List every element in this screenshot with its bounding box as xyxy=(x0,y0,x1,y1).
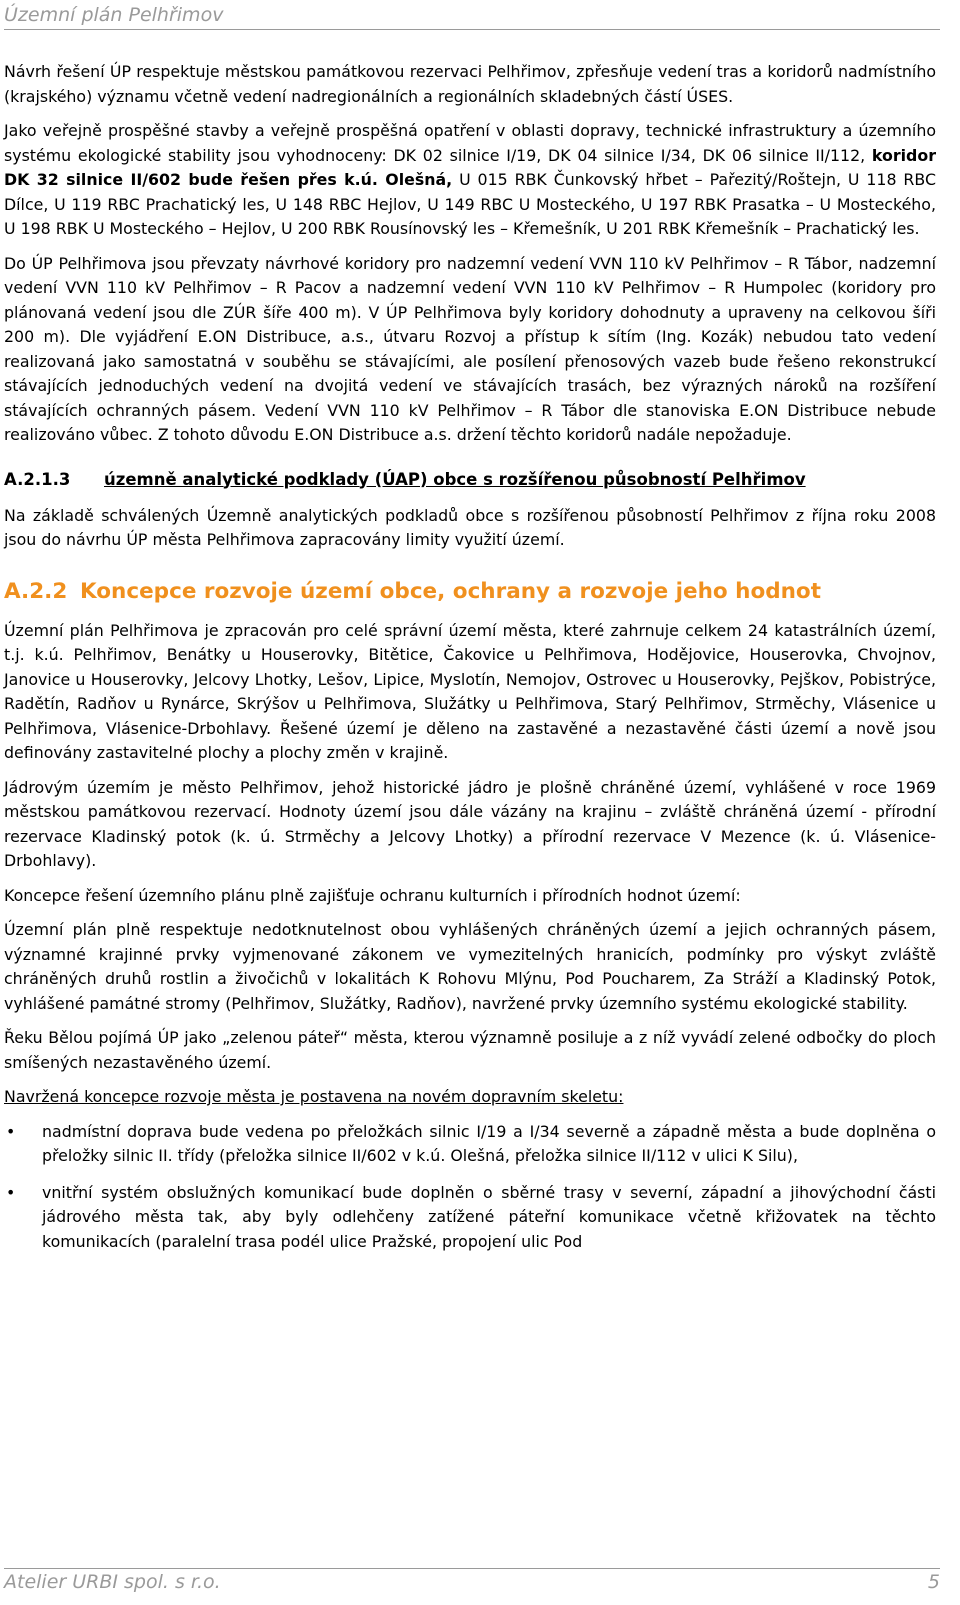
vps-paragraph xyxy=(4,119,936,242)
intro-paragraph: Návrh řešení ÚP respektuje městskou památkovou rezervaci Pelhřimov, zpřesňuje vedení tras a koridorů nadmístního (krajského) významu včetně vedení nadregionálních a regionálních skladebných částí ÚSES. xyxy=(4,62,936,106)
vps-bold-text: koridor DK 32 silnice II/602 bude řešen přes k.ú. Olešná, xyxy=(4,145,936,189)
section-title: územně analytické podklady (ÚAP) obce s rozšířenou působností Pelhřimov xyxy=(104,469,806,489)
concept-paragraph: Koncepce řešení územního plánu plně zajišťuje ochranu kulturních i přírodních hodnot území: xyxy=(4,885,741,905)
bullet-icon: • xyxy=(6,1121,16,1141)
section-number: A.2.1.3 xyxy=(4,469,71,489)
list-item xyxy=(4,1181,936,1255)
vvn-paragraph: Do ÚP Pelhřimova jsou převzaty návrhové koridory pro nadzemní vedení VVN 110 kV Pelhřimov – R Tábor, nadzemní vedení VVN 110 kV Pelhřimov – R Pacov a nadzemní vedení VVN 110 kV Pelhřimov – R Humpolec (koridory pro plánovaná vedení jsou dle ZÚR šíře 400 m). V ÚP Pelhřimova byly koridory dohodnuty a upraveny na celkovou šíři 200 m). Dle vyjádření E.ON Distribuce, a.s., útvaru Rozvoj a přístup k sítím (Ing. Kozák) nebudou tato vedení realizovaná jako samostatná v souběhu se stávajícími, ale posílení přenosových vazeb bude řešeno rekonstrukcí stávajících jednoduchých vedení na dvojitá vedení ve stávajících trasách, bez výrazných nároků na rozšíření stávajících ochranných pásem. Vedení VVN 110 kV Pelhřimov – R Tábor dle stanoviska E.ON Distribuce nebude realizováno vůbec. Z tohoto důvodu E.ON Distribuce a.s. držení těchto koridorů nadále nepožaduje. xyxy=(4,253,936,444)
transport-concept-lead: Navržená koncepce rozvoje města je postavena na novém dopravním skeletu: xyxy=(4,1087,624,1106)
protection-paragraph: Územní plán plně respektuje nedotknutelnost obou vyhlášených chráněných území a jejich ochranných pásem, významné krajinné prvky vyjmenované zákonem ve vymezitelných hranicích, podmínky pro výskyt zvláště chráněných druhů rostlin a živočichů v lokalitách K Rohovu Mlýnu, Pod Poucharem, Za Stráží a Kladinský Potok, vyhlášené památné stromy (Pelhřimov, Služátky, Radňov), navržené prvky územního systému ekologické stability. xyxy=(4,920,936,1013)
transport-bullet-list xyxy=(4,1120,936,1255)
document-title: Územní plán Pelhřimov xyxy=(4,4,224,26)
bullet-icon: • xyxy=(6,1182,16,1202)
list-item xyxy=(4,1120,936,1169)
company-name: Atelier URBI spol. s r.o. xyxy=(4,1571,221,1593)
core-territory-paragraph: Jádrovým územím je město Pelhřimov, jehož historické jádro je plošně chráněné území, vyhlášené v roce 1969 městskou památkovou rezervací. Hodnoty území jsou dále vázány na krajinu – zvláště chráněná území - přírodní rezervace Kladinský potok (k. ú. Strměchy a Jelcovy Lhotky) a přírodní rezervace V Mezence (k. ú. Vlásenice-Drbohlavy). xyxy=(4,777,936,870)
section-heading-a213 xyxy=(4,468,936,492)
section-title: Koncepce rozvoje území obce, ochrany a rozvoje jeho hodnot xyxy=(80,578,821,604)
section-heading-a22 xyxy=(4,577,936,607)
river-paragraph: Řeku Bělou pojímá ÚP jako „zelenou páteř“ města, kterou významně posiluje a z níž vyvádí zelené odbočky do ploch smíšených nezastavěného území. xyxy=(4,1028,936,1072)
list-item-text: nadmístní doprava bude vedena po přeložkách silnic I/19 a I/34 severně a západně města a bude doplněna o přeložky silnic II. třídy (přeložka silnice II/602 v k.ú. Olešná, přeložka silnice II/112 v ulici K Silu), xyxy=(42,1121,936,1165)
list-item-text: vnitřní systém obslužných komunikací bude doplněn o sběrné trasy v severní, západní a jihovýchodní části jádrového města tak, aby byly odlehčeny zatížené páteřní komunikace včetně křižovatek na těchto komunikacích (paralelní trasa podél ulice Pražské, propojení ulic Pod xyxy=(42,1182,936,1251)
vps-text-part2: U 015 RBK Čunkovský hřbet – Pařezitý/Roštejn, U 118 RBC Dílce, U 119 RBC Prachatický les, U 148 RBC Hejlov, U 149 RBC U Mosteckého, U 197 RBK Prasatka – U Mosteckého, U 198 RBK U Mosteckého – Hejlov, U 200 RBK Rousínovský les – Křemešník, U 201 RBK Křemešník – Prachatický les. xyxy=(4,170,936,238)
territory-paragraph: Územní plán Pelhřimova je zpracován pro celé správní území města, které zahrnuje celkem 24 katastrálních území, t.j. k.ú. Pelhřimov, Benátky u Houserovky, Bitětice, Čakovice u Pelhřimova, Hodějovice, Houserovka, Chvojnov, Janovice u Houserovky, Jelcovy Lhotky, Lešov, Lipice, Myslotín, Nemojov, Ostrovec u Houserovky, Pejškov, Pobistrýce, Radětín, Radňov u Rynárce, Skrýšov u Pelhřimova, Služátky u Pelhřimova, Starý Pelhřimov, Strměchy, Vlásenice u Pelhřimova, Vlásenice-Drbohlavy. Řešené území je děleno na zastavěné a nezastavěné části území a nově jsou definovány zastavitelné plochy a plochy změn v krajině. xyxy=(4,620,936,762)
uap-paragraph: Na základě schválených Územně analytických podkladů obce s rozšířenou působností Pelhřimov z října roku 2008 jsou do návrhu ÚP města Pelhřimova zapracovány limity využití území. xyxy=(4,505,936,549)
page-number: 5 xyxy=(927,1571,940,1593)
page-header xyxy=(4,4,940,30)
document-body xyxy=(4,60,936,1266)
section-number: A.2.2 xyxy=(4,578,68,604)
vps-text-part1: Jako veřejně prospěšné stavby a veřejně prospěšná opatření v oblasti dopravy, technické infrastruktury a územního systému ekologické stability jsou vyhodnoceny: DK 02 silnice I/19, DK 04 silnice I/34, DK 06 silnice II/112, xyxy=(4,121,936,165)
page-footer xyxy=(4,1568,940,1593)
